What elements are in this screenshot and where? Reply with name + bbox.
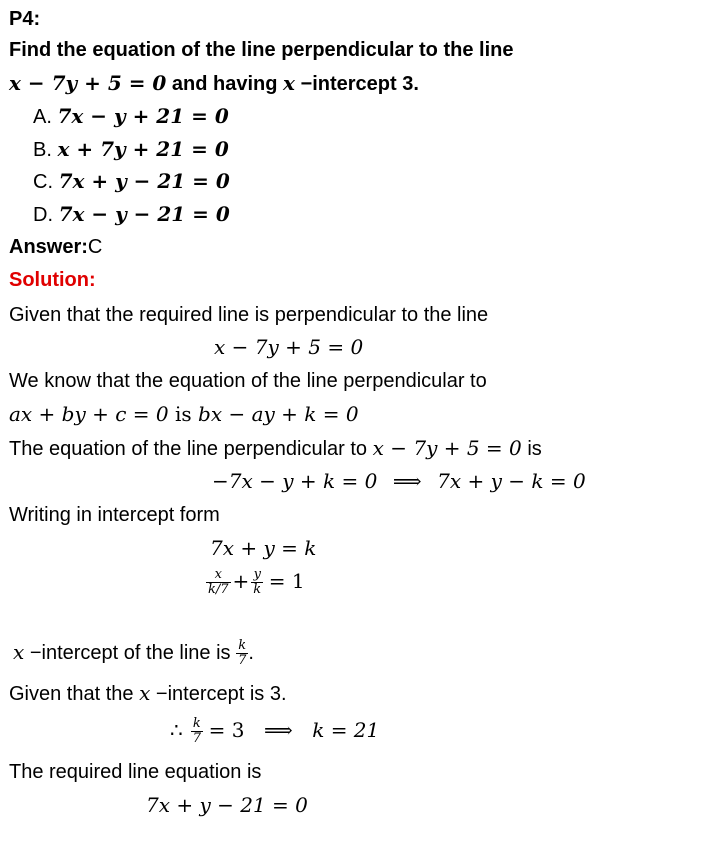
fraction-numerator: x: [206, 568, 231, 583]
period: .: [248, 642, 254, 664]
option-equation: x + 7y + 21 = 0: [57, 137, 229, 161]
option-letter: B.: [33, 139, 52, 161]
option-equation: 7x − y − 21 = 0: [58, 202, 230, 226]
answer-label: Answer:: [9, 236, 88, 258]
option-a: [33, 103, 229, 130]
solution-step-2: We know that the equation of the line perpendicular to: [9, 370, 487, 392]
x-variable: x: [139, 681, 151, 705]
general-perpendicular-equation: bx − ay + k = 0: [198, 402, 359, 426]
general-is-text: is: [168, 402, 199, 426]
answer-line: [9, 234, 102, 260]
question-x-variable: x: [283, 71, 295, 95]
therefore-icon: ∴: [170, 718, 183, 742]
equals-three: = 3: [208, 718, 245, 742]
solution-final-equation: 7x + y − 21 = 0: [146, 793, 308, 817]
fraction-numerator: k: [236, 639, 248, 654]
option-equation: 7x + y − 21 = 0: [58, 169, 230, 193]
problem-label: P4:: [9, 8, 41, 30]
option-c: [33, 168, 230, 195]
fraction-numerator: k: [191, 717, 203, 732]
fraction-y-over-k: [251, 568, 263, 597]
fraction-denominator: 7: [192, 731, 202, 747]
solution-step-12: The required line equation is: [9, 761, 262, 783]
question-line-2: [9, 70, 419, 97]
given-intercept-end: −intercept is 3.: [150, 683, 287, 705]
solution-intercept-equation: 7x + y = k: [210, 536, 317, 560]
option-letter: C.: [33, 171, 53, 193]
step-4-is: is: [521, 438, 542, 460]
solution-perpendicular-form: [212, 468, 586, 495]
question-line-1: Find the equation of the line perpendicular to the line: [9, 39, 514, 61]
general-line-equation: ax + by + c = 0: [9, 402, 169, 426]
solution-k-value: [170, 708, 379, 753]
option-letter: A.: [33, 106, 52, 128]
step-4-equation: x − 7y + 5 = 0: [372, 436, 522, 460]
solution-step-4: [9, 435, 542, 462]
perpendicular-equation-2: 7x + y − k = 0: [437, 469, 586, 493]
fraction-denominator: 7: [238, 653, 247, 669]
x-intercept-text: −intercept of the line is: [24, 642, 237, 664]
option-b: [33, 136, 229, 163]
fraction-k-over-7: [236, 639, 248, 668]
step-4-text: The equation of the line perpendicular to: [9, 438, 373, 460]
fraction-k-over-7: [191, 717, 203, 746]
solution-heading: Solution:: [9, 269, 96, 291]
implies-arrow-icon: ⟹: [263, 718, 293, 742]
question-end-text: −intercept 3.: [294, 73, 419, 95]
k-result: k = 21: [312, 718, 380, 742]
fraction-x-over-k7: [206, 568, 231, 597]
solution-x-intercept-statement: [13, 630, 254, 675]
option-equation: 7x − y + 21 = 0: [57, 104, 229, 128]
solution-step-6: Writing in intercept form: [9, 504, 220, 526]
plus-sign: +: [232, 569, 250, 593]
answer-value: C: [87, 236, 103, 258]
fraction-denominator: k: [253, 582, 262, 598]
solution-given-equation: x − 7y + 5 = 0: [214, 335, 364, 359]
perpendicular-equation-1: −7x − y + k = 0: [212, 469, 378, 493]
fraction-denominator: k/7: [208, 582, 229, 598]
equals-one: = 1: [268, 569, 305, 593]
x-variable: x: [13, 640, 25, 664]
option-letter: D.: [33, 204, 53, 226]
solution-intercept-form: [206, 558, 305, 605]
implies-arrow-icon: ⟹: [392, 469, 422, 493]
solution-given-intercept: [9, 680, 287, 707]
option-d: [33, 201, 230, 228]
question-equation: x − 7y + 5 = 0: [9, 71, 167, 95]
solution-step-1: Given that the required line is perpendicular to the line: [9, 304, 489, 326]
question-mid-text: and having: [166, 73, 284, 95]
fraction-numerator: y: [251, 568, 263, 583]
solution-general-rule: [9, 401, 359, 428]
given-intercept-text: Given that the: [9, 683, 140, 705]
